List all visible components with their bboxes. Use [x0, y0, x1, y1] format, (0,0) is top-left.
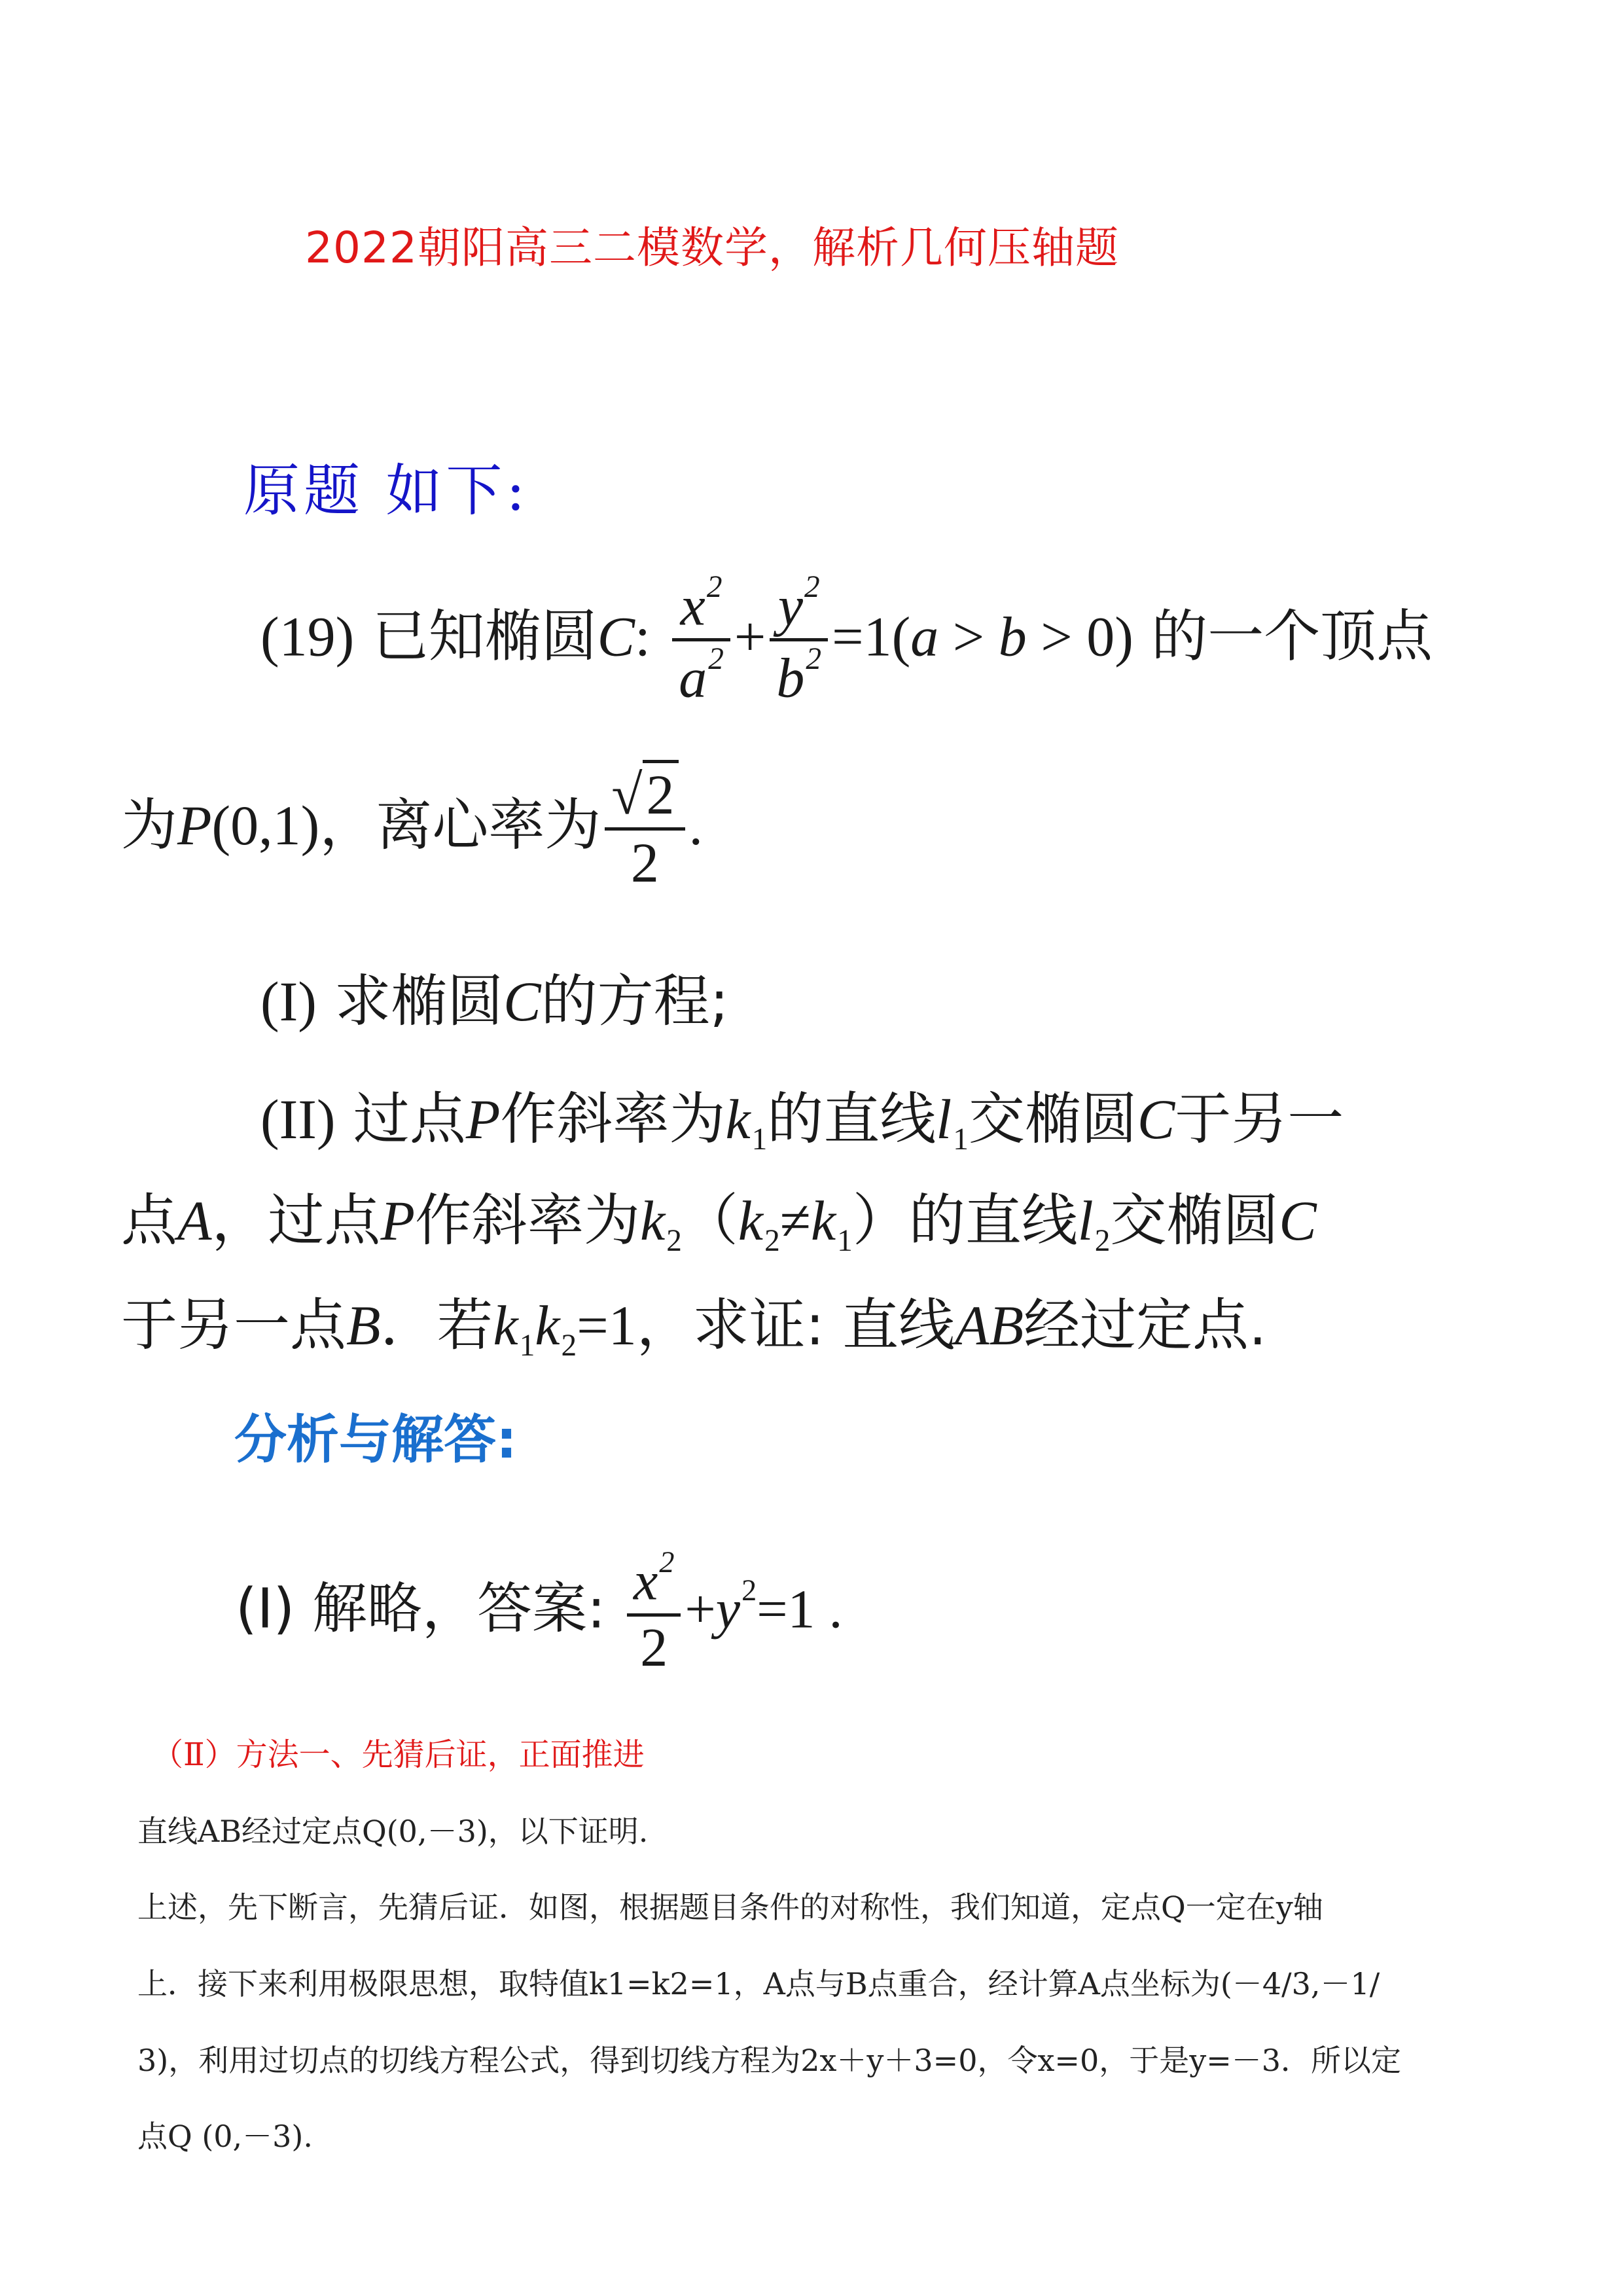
problem-part-2-line-3: 于另一点B．若$k_1k_2=1$，求证: 直线AB经过定点. — [121, 1293, 1267, 1363]
problem-line-2: 为P(0,1)，离心率为 $\frac{√2}{2}$ . — [121, 762, 703, 895]
answer-part-1: (Ⅰ) 解略，答案: $\frac{x^2}{2}$ $+y^2=1$ . — [236, 1545, 843, 1680]
problem-number: (19) — [260, 605, 355, 668]
problem-part-2-line-1: (II) 过点P作斜率为$k_1$的直线$l_1$交椭圆C于另一 — [260, 1086, 1344, 1157]
fraction-y2-over-b2: $\frac{y^2}{b^2}$ — [770, 569, 828, 711]
method-1-para-5: 点Q (0,－3). — [137, 2119, 313, 2154]
problem-line-1: (19) 已知椭圆C: $\frac{x^2}{a^2}$ + $\frac{y^2}{b^2}$ =1(a > b > 0) 的一个顶点 — [260, 570, 1433, 710]
method-1-para-1: 直线AB经过定点Q(0,－3)，以下证明. — [137, 1814, 649, 1849]
problem-part-2-line-2: 点A，过点P作斜率为$k_2(k_2\ne k_1)$的直线$l_2$交椭圆C — [121, 1188, 1317, 1258]
problem-part-1: (I) 求椭圆C的方程; — [260, 969, 729, 1034]
vertex-symbol: P — [177, 793, 212, 857]
original-problem-heading: 原题 如下: — [243, 458, 529, 524]
method-1-para-2: 上述，先下断言，先猜后证．如图，根据题目条件的对称性，我们知道，定点Q一定在y轴 — [137, 1890, 1323, 1925]
fraction-x2-over-a2: $\frac{x^2}{a^2}$ — [672, 569, 730, 711]
problem-text: 已知椭圆 — [372, 603, 597, 670]
fraction-sqrt2-over-2: $\frac{√2}{2}$ — [605, 762, 685, 895]
method-1-para-4: 3)，利用过切点的切线方程公式，得到切线方程为2x＋y＋3=0，令x=0，于是y=－3．所以定 — [137, 2043, 1402, 2078]
document-title: 2022朝阳高三二模数学，解析几何压轴题 — [305, 223, 1119, 273]
analysis-heading: 分析与解答: — [234, 1409, 517, 1470]
method-1-heading: （Ⅱ）方法一、先猜后证，正面推进 — [152, 1736, 645, 1773]
fraction-x2-over-2: $\frac{x^2}{2}$ — [627, 1545, 681, 1680]
ellipse-symbol: C — [597, 605, 635, 668]
method-1-para-3: 上．接下来利用极限思想，取特值k1=k2=1，A点与B点重合，经计算A点坐标为(－4/3,－1/ — [137, 1966, 1380, 2001]
